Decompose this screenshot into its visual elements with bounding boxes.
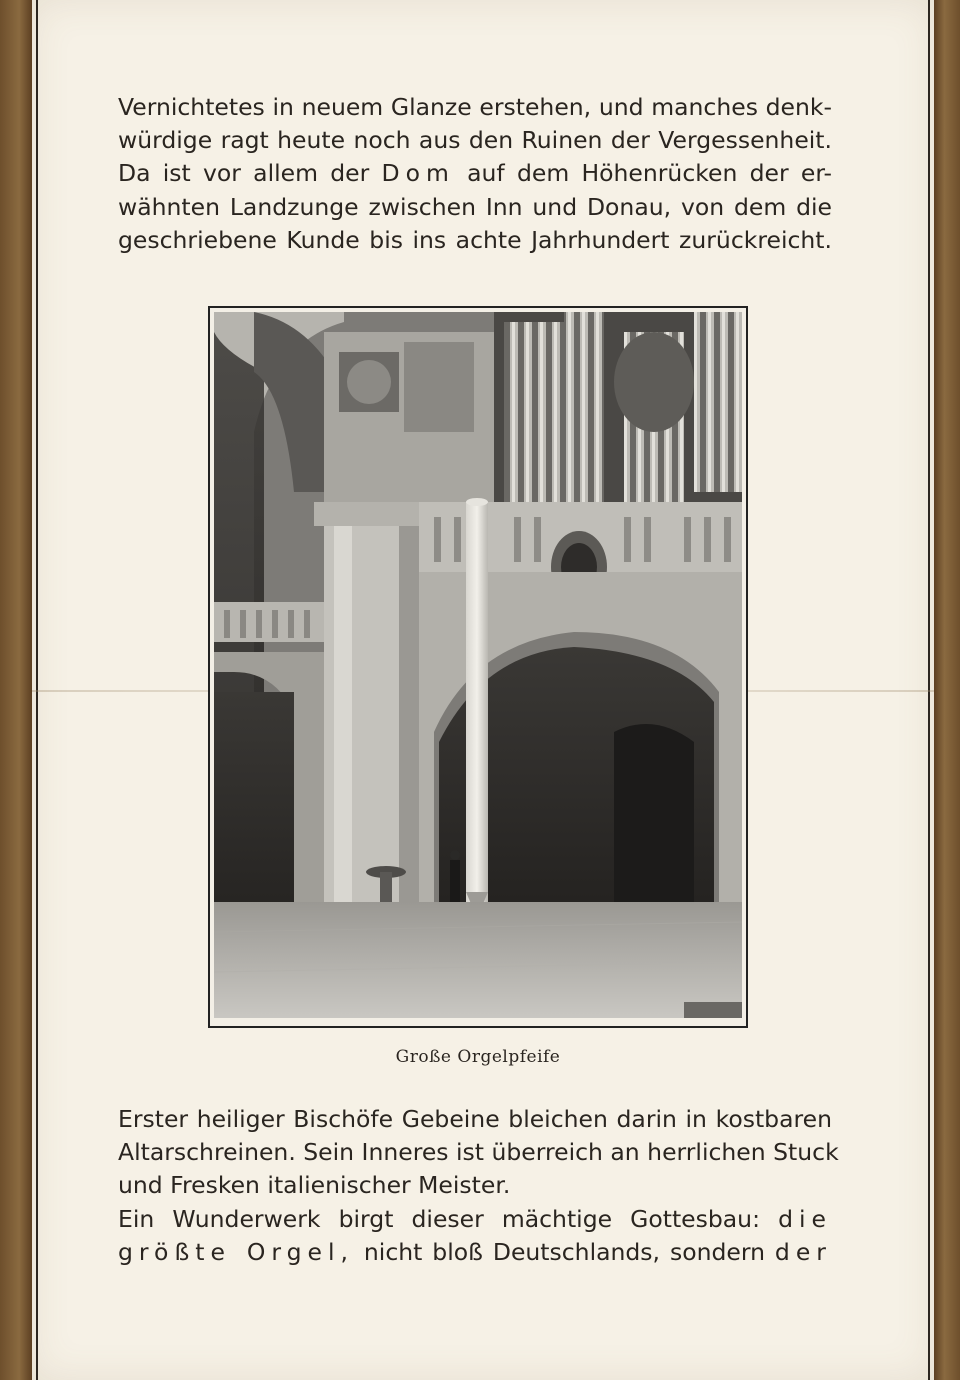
photo-frame (208, 306, 748, 1028)
text-fragment: Ein Wunderwerk birgt dieser mächtige Gottesbau: (118, 1204, 760, 1233)
text-fragment: auf dem Höhenrücken der er- (467, 159, 832, 188)
emphasized-word-die: die (778, 1204, 832, 1233)
text-line (118, 1236, 832, 1269)
text-line: würdige ragt heute noch aus den Ruinen der Vergessenheit. (118, 126, 832, 155)
cathedral-interior-illustration (214, 312, 742, 1018)
photo-caption: Große Orgelpfeife (395, 1047, 561, 1067)
text-line: wähnten Landzunge zwischen Inn und Donau, von dem die (118, 192, 832, 221)
page-border-left (0, 0, 32, 1380)
text-line (118, 157, 832, 190)
paragraph-bottom (118, 1103, 839, 1269)
text-line: Erster heiliger Bischöfe Gebeine bleichen darin in kostbaren (118, 1105, 832, 1133)
text-line: Altarschreinen. Sein Inneres ist überreich an herrlichen Stuck (118, 1138, 839, 1167)
emphasized-phrase-groesste-orgel: größte Orgel, (118, 1237, 354, 1266)
text-fragment: Da ist vor allem der (118, 159, 370, 188)
emphasized-word-dom: Dom (381, 159, 455, 188)
text-line: und Fresken italienischer Meister. (118, 1171, 511, 1200)
text-fragment: nicht bloß Deutschlands, sondern (363, 1237, 765, 1266)
organ-pipe-photo (214, 312, 742, 1018)
text-line: Vernichtetes in neuem Glanze erstehen, und manches denk- (118, 93, 832, 121)
text-line: geschriebene Kunde bis ins achte Jahrhundert zurückreicht. (118, 225, 832, 254)
text-line (118, 1203, 832, 1236)
paragraph-top (118, 91, 832, 257)
page-border-right (934, 0, 960, 1380)
document-page (32, 0, 934, 1380)
emphasized-word-der: der (774, 1237, 832, 1266)
